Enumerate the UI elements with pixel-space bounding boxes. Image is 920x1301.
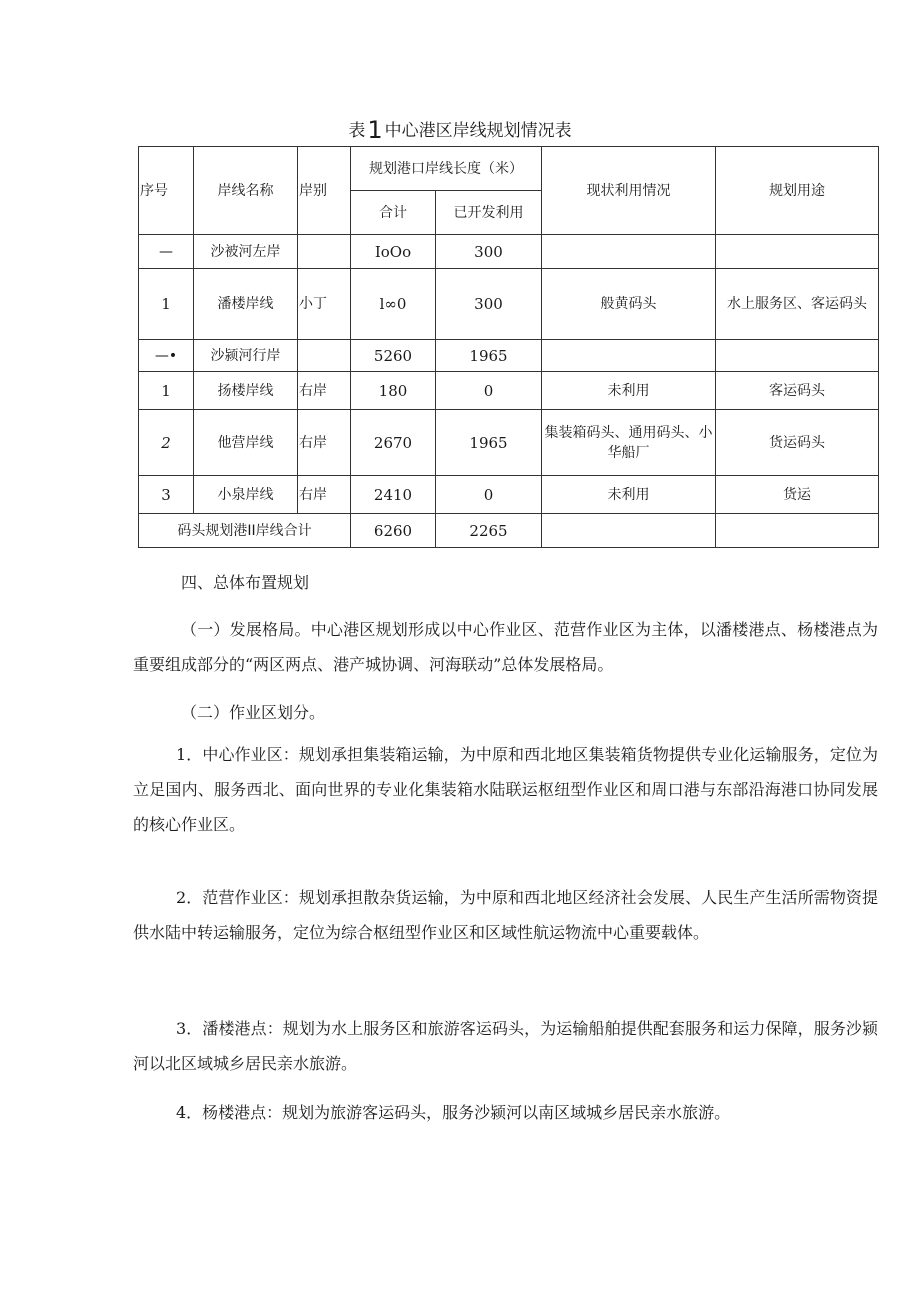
cell-current-use: 集装箱码头、通用码头、小华船厂 xyxy=(542,410,716,476)
table-row xyxy=(139,410,879,476)
header-name: 岸线名称 xyxy=(194,147,298,235)
cell-planned-use xyxy=(716,340,879,372)
cell-seq: 1 xyxy=(139,372,194,410)
cell-side: 右岸 xyxy=(298,476,351,514)
cell-total: IoOo xyxy=(351,235,436,269)
cell-current-use xyxy=(542,235,716,269)
table-row xyxy=(139,476,879,514)
cell-name: 他营岸线 xyxy=(194,410,298,476)
cell-name: 小泉岸线 xyxy=(194,476,298,514)
cell-total: 2410 xyxy=(351,476,436,514)
footer-label: 码头规划港II岸线合计 xyxy=(139,514,351,548)
cell-planned-use: 货运码头 xyxy=(716,410,879,476)
cell-seq: — xyxy=(139,235,194,269)
table-caption xyxy=(0,116,920,144)
cell-current-use: 未利用 xyxy=(542,476,716,514)
table-row xyxy=(139,340,879,372)
table-row xyxy=(139,235,879,269)
caption-text: 中心港区岸线规划情况表 xyxy=(384,121,572,141)
cell-name: 沙被河左岸 xyxy=(194,235,298,269)
cell-planned-use xyxy=(716,235,879,269)
cell-developed: 300 xyxy=(436,235,542,269)
cell-seq: —• xyxy=(139,340,194,372)
cell-planned-use: 货运 xyxy=(716,476,879,514)
caption-number: 1 xyxy=(367,116,383,144)
header-current-use: 现状利用情况 xyxy=(542,147,716,235)
paragraph-panlou-point: 3．潘楼港点：规划为水上服务区和旅游客运码头，为运输船舶提供配套服务和运力保障，服务沙颍河以北区域城乡居民亲水旅游。 xyxy=(133,1019,878,1073)
table-row xyxy=(139,372,879,410)
header-planned-use: 规划用途 xyxy=(716,147,879,235)
cell-developed: 0 xyxy=(436,476,542,514)
cell-side xyxy=(298,235,351,269)
header-total: 合计 xyxy=(351,191,436,235)
cell-total: 5260 xyxy=(351,340,436,372)
cell-seq: 1 xyxy=(139,269,194,340)
cell-total: 2670 xyxy=(351,410,436,476)
cell-side: 右岸 xyxy=(298,372,351,410)
header-seq: 序号 xyxy=(139,147,194,235)
footer-total: 6260 xyxy=(351,514,436,548)
paragraph-layout: （一）发展格局。中心港区规划形成以中心作业区、范营作业区为主体，以潘楼港点、杨楼港点为重要组成部分的“两区两点、港产城协调、河海联动”总体发展格局。 xyxy=(133,620,878,674)
cell-side: 右岸 xyxy=(298,410,351,476)
cell-name: 扬楼岸线 xyxy=(194,372,298,410)
cell-current-use: 未利用 xyxy=(542,372,716,410)
paragraph-zoning: （二）作业区划分。 xyxy=(181,703,326,722)
paragraph-fanying-zone: 2．范营作业区：规划承担散杂货运输，为中原和西北地区经济社会发展、人民生产生活所需物资提供水陆中转运输服务，定位为综合枢纽型作业区和区域性航运物流中心重要载体。 xyxy=(133,888,878,942)
cell-name: 潘楼岸线 xyxy=(194,269,298,340)
cell-total: l∞0 xyxy=(351,269,436,340)
table-footer-row xyxy=(139,514,879,548)
header-side: 岸别 xyxy=(298,147,351,235)
cell-seq: 2 xyxy=(139,410,194,476)
footer-current-use xyxy=(542,514,716,548)
cell-name: 沙颍河行岸 xyxy=(194,340,298,372)
cell-total: 180 xyxy=(351,372,436,410)
cell-planned-use: 水上服务区、客运码头 xyxy=(716,269,879,340)
paragraph-central-zone: 1．中心作业区：规划承担集装箱运输，为中原和西北地区集装箱货物提供专业化运输服务，定位为立足国内、服务西北、面向世界的专业化集装箱水陆联运枢纽型作业区和周口港与东部沿海港口协同发展的核心作业区。 xyxy=(133,745,878,834)
footer-planned-use xyxy=(716,514,879,548)
cell-developed: 300 xyxy=(436,269,542,340)
cell-side: 小丁 xyxy=(298,269,351,340)
header-length-group: 规划港口岸线长度（米） xyxy=(351,147,542,191)
paragraph-yanglou-point: 4．杨楼港点：规划为旅游客运码头，服务沙颍河以南区域城乡居民亲水旅游。 xyxy=(176,1103,731,1122)
footer-developed: 2265 xyxy=(436,514,542,548)
cell-developed: 1965 xyxy=(436,410,542,476)
table-row xyxy=(139,269,879,340)
section-title: 四、总体布置规划 xyxy=(181,573,310,592)
cell-planned-use: 客运码头 xyxy=(716,372,879,410)
cell-side xyxy=(298,340,351,372)
header-developed: 已开发利用 xyxy=(436,191,542,235)
cell-developed: 0 xyxy=(436,372,542,410)
cell-current-use: 般黄码头 xyxy=(542,269,716,340)
cell-seq: 3 xyxy=(139,476,194,514)
caption-prefix: 表 xyxy=(348,121,366,141)
cell-developed: 1965 xyxy=(436,340,542,372)
shoreline-plan-table xyxy=(138,146,879,548)
cell-current-use xyxy=(542,340,716,372)
